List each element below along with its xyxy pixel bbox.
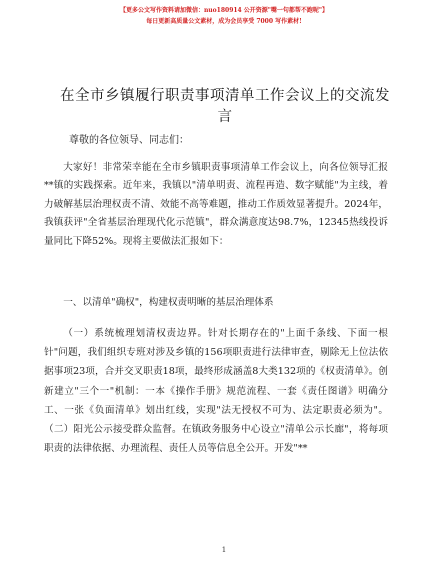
section-heading-1: 一、以清单"确权"，构建权责明晰的基层治理体系 — [63, 297, 274, 308]
document-title: 在全市乡镇履行职责事项清单工作会议上的交流发言 — [60, 88, 390, 125]
paragraph-opening: 大家好！非常荣幸能在全市乡镇职责事项清单工作会议上，向各位领导汇报**镇的实践探索。近年来，我镇以"清单明责、流程再造、数字赋能"为主线，着力破解基层治理权责不清、效能不高等难题，推动工作质效显著提升。2024年，我镇获评"全省基层治理现代化示范镇"，群众满意度达98.7%，12345热线投诉量同比下降52%。现将主要做法汇报如下： — [44, 162, 388, 247]
promo-banner-line-2: 每日更新高质量公文素材，成为会员享受 7000 写作素材! — [146, 18, 302, 25]
opening-section — [44, 159, 388, 251]
promo-banner-line-1: 【更多公文写作资料请加微信：nuo180914 公开资源"嘴一句都帮不跑呢"】 — [119, 7, 329, 14]
page-number: 1 — [221, 546, 227, 554]
paragraph-section-1: （一）系统梳理划清权责边界。针对长期存在的"上面千条线、下面一根针"问题，我们组织专班对涉及乡镇的156项职责进行法律审查，剔除无上位法依据事项23项，合并交叉职责18项，最终形成涵盖8大类132项的《权责清单》。创新建立"三个一"机制：一本《操作手册》规范流程、一套《责任图谱》明确分工、一张《负面清单》划出红线，实现"法无授权不可为、法定职责必须为"。（二）阳光公示接受群众监督。在镇政务服务中心设立"清单公示长廊"，将每项职责的法律依据、办理流程、责任人员等信息全公开。开发"** — [44, 328, 388, 455]
section-1-body — [44, 324, 388, 458]
greeting: 尊敬的各位领导、同志们： — [69, 135, 189, 146]
